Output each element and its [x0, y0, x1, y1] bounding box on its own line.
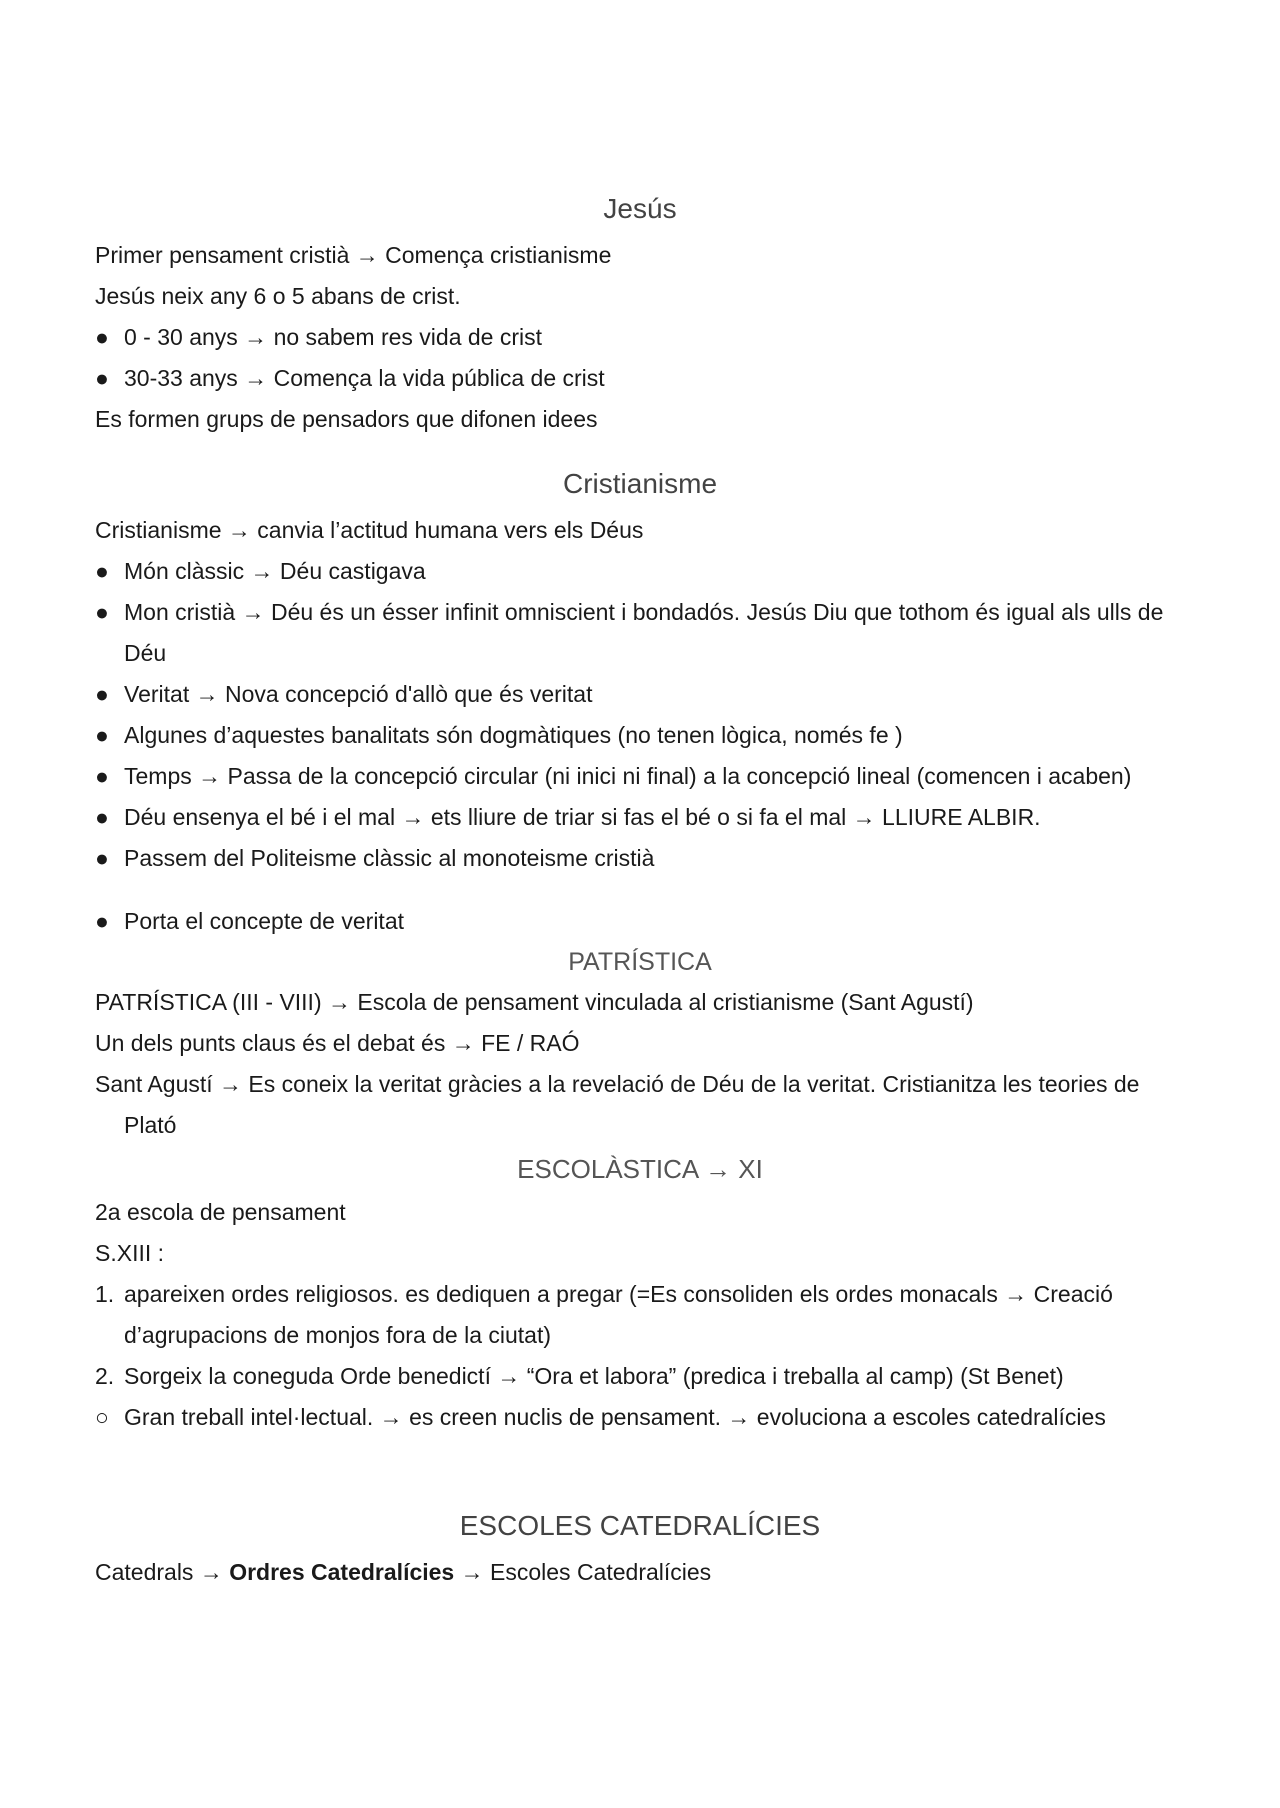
paragraph: Un dels punts claus és el debat és → FE / RAÓ: [95, 1030, 580, 1056]
bullet-marker: ●: [95, 558, 109, 584]
bullet-item: [95, 715, 1185, 756]
bullet-item: [95, 901, 1185, 942]
bullet-marker: ●: [95, 599, 109, 625]
text-segment: → Escoles Catedralícies: [454, 1559, 712, 1585]
bullet-marker: ●: [95, 324, 109, 350]
bullet-text: Passem del Politeisme clàssic al monoteisme cristià: [124, 845, 655, 871]
bullet-item: [95, 317, 1185, 358]
bullet-text: 0 - 30 anys → no sabem res vida de crist: [124, 324, 543, 350]
numbered-text: apareixen ordes religiosos. es dediquen a pregar (=Es consoliden els ordes monacals → Creació d’agrupacions de monjos fora de la ciutat): [124, 1281, 1113, 1348]
bullet-item: [95, 674, 1185, 715]
bullet-item: [95, 358, 1185, 399]
bullet-text: Déu ensenya el bé i el mal → ets lliure de triar si fas el bé o si fa el mal → LLIURE ALBIR.: [124, 804, 1041, 830]
bullet-item: [95, 551, 1185, 592]
text-segment: Catedrals →: [95, 1559, 230, 1585]
number-marker: 2.: [95, 1363, 115, 1389]
heading-escoles-catedralicies: ESCOLES CATEDRALÍCIES: [459, 1510, 821, 1541]
paragraph: Es formen grups de pensadors que difonen idees: [95, 406, 598, 432]
numbered-item: [95, 1356, 1185, 1397]
bullet-item: [95, 756, 1185, 797]
bullet-marker: ●: [95, 681, 109, 707]
bullet-text: Món clàssic → Déu castigava: [124, 558, 426, 584]
bullet-marker: ●: [95, 722, 109, 748]
bullet-item: [95, 838, 1185, 879]
bullet-text: Mon cristià → Déu és un ésser infinit omniscient i bondadós. Jesús Diu que tothom és igual als ulls de Déu: [124, 599, 1164, 666]
bullet-text: Algunes d’aquestes banalitats són dogmàtiques (no tenen lògica, només fe ): [124, 722, 903, 748]
bullet-text: Temps → Passa de la concepció circular (ni inici ni final) a la concepció lineal (comencen i acaben): [124, 763, 1132, 789]
paragraph: 2a escola de pensament: [95, 1199, 346, 1225]
bullet-text: Porta el concepte de veritat: [124, 908, 404, 934]
bullet-marker: ●: [95, 365, 109, 391]
heading-jesus: Jesús: [603, 193, 677, 224]
heading-escolastica: ESCOLÀSTICA → XI: [517, 1154, 763, 1184]
paragraph: Sant Agustí → Es coneix la veritat gràcies a la revelació de Déu de la veritat. Cristianitza les teories de Plató: [95, 1071, 1140, 1138]
paragraph: Cristianisme → canvia l’actitud humana vers els Déus: [95, 517, 644, 543]
paragraph: PATRÍSTICA (III - VIII) → Escola de pensament vinculada al cristianisme (Sant Agustí): [95, 989, 974, 1015]
paragraph: S.XIII :: [95, 1240, 165, 1266]
paragraph: Primer pensament cristià → Comença cristianisme: [95, 242, 612, 268]
document-content: [95, 183, 1185, 1593]
bullet-text: Veritat → Nova concepció d'allò que és veritat: [124, 681, 593, 707]
bold-text: Ordres Catedralícies: [229, 1559, 455, 1585]
bullet-marker: ●: [95, 845, 109, 871]
heading-cristianisme: Cristianisme: [562, 468, 718, 499]
bullet-marker: ●: [95, 908, 109, 934]
bullet-marker: ●: [95, 804, 109, 830]
numbered-text: Sorgeix la coneguda Orde benedictí → “Ora et labora” (predica i treballa al camp) (St Benet): [124, 1363, 1064, 1389]
bullet-item: [95, 592, 1185, 674]
sub-bullet-text: Gran treball intel·lectual. → es creen nuclis de pensament. → evoluciona a escoles catedralícies: [124, 1404, 1106, 1430]
heading-patristica: PATRÍSTICA: [568, 948, 712, 976]
number-marker: 1.: [95, 1281, 115, 1307]
numbered-item: [95, 1274, 1185, 1356]
circle-marker: ○: [95, 1404, 109, 1430]
bullet-item: [95, 797, 1185, 838]
sub-bullet-item: [95, 1397, 1185, 1438]
bullet-marker: ●: [95, 763, 109, 789]
paragraph: Jesús neix any 6 o 5 abans de crist.: [95, 283, 461, 309]
paragraph: [95, 1552, 1185, 1593]
bullet-text: 30-33 anys → Comença la vida pública de crist: [124, 365, 605, 391]
